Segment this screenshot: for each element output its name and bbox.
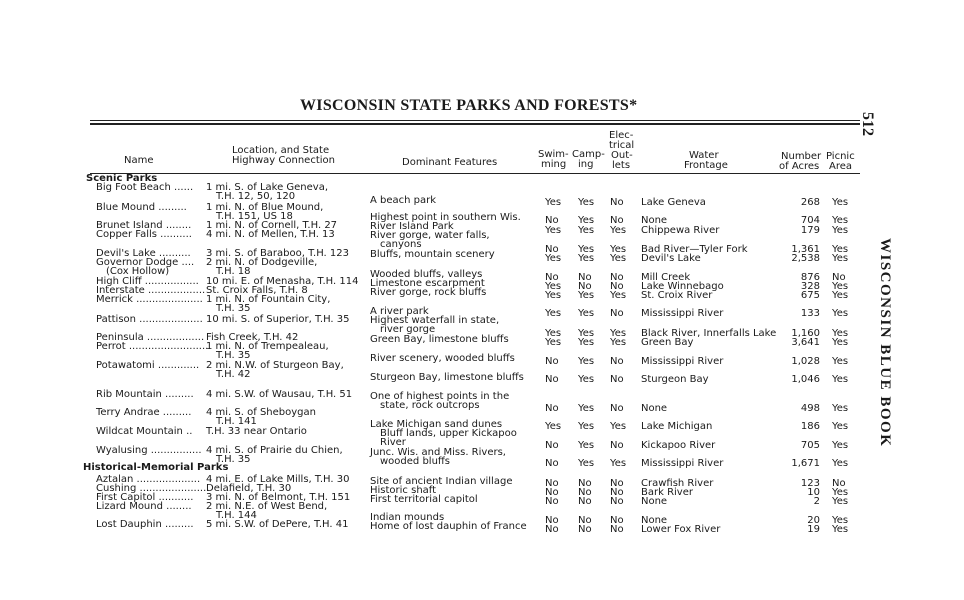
park-location: 3 mi. S. of Baraboo, T.H. 123 <box>206 248 349 259</box>
dominant-feature: River gorge, rock bluffs <box>370 287 487 298</box>
water-frontage: Mississippi River <box>641 458 724 469</box>
picnic-area-value: Yes <box>832 197 849 208</box>
camping-value: Yes <box>578 374 595 385</box>
number-of-acres: 123 <box>800 478 820 489</box>
park-location: 1 mi. N. of Blue Mound, <box>206 202 324 213</box>
park-location: T.H. 35 <box>216 303 251 314</box>
park-location: T.H. 12, 50, 120 <box>216 191 296 202</box>
park-location: T.H. 144 <box>216 510 257 521</box>
header-water-line2: Frontage <box>684 160 728 171</box>
water-frontage: Lake Michigan <box>641 421 713 432</box>
camping-value: Yes <box>578 253 595 264</box>
dominant-feature: Home of lost dauphin of France <box>370 521 527 532</box>
water-frontage: Lake Winnebago <box>641 281 724 292</box>
picnic-area-value: Yes <box>832 496 849 507</box>
number-of-acres: 10 <box>807 487 820 498</box>
swimming-value: No <box>545 403 559 414</box>
header-outlets-line4: lets <box>612 160 631 171</box>
park-location: T.H. 33 near Ontario <box>206 426 307 437</box>
picnic-area-value: Yes <box>832 215 849 226</box>
swimming-value: No <box>545 496 559 507</box>
camping-value: Yes <box>578 356 595 367</box>
outlets-value: Yes <box>610 328 627 339</box>
dominant-feature: Limestone escarpment <box>370 278 485 289</box>
swimming-value: No <box>545 272 559 283</box>
dominant-feature: River Island Park <box>370 221 454 232</box>
number-of-acres: 1,028 <box>791 356 820 367</box>
park-name: Pattison .................... <box>96 314 203 325</box>
dominant-feature: wooded bluffs <box>380 456 451 467</box>
swimming-value: No <box>545 458 559 469</box>
picnic-area-value: Yes <box>832 440 849 451</box>
outlets-value: Yes <box>610 458 627 469</box>
outlets-value: No <box>610 197 624 208</box>
park-location: 10 mi. S. of Superior, T.H. 35 <box>206 314 350 325</box>
swimming-value: No <box>545 244 559 255</box>
park-location: 4 mi. E. of Lake Mills, T.H. 30 <box>206 474 350 485</box>
outlets-value: Yes <box>610 244 627 255</box>
camping-value: Yes <box>578 290 595 301</box>
park-location: 4 mi. S. of Sheboygan <box>206 407 316 418</box>
water-frontage: None <box>641 515 668 526</box>
swimming-value: Yes <box>545 197 562 208</box>
park-location: 5 mi. S.W. of DePere, T.H. 41 <box>206 519 349 530</box>
dominant-feature: Sturgeon Bay, limestone bluffs <box>370 372 524 383</box>
outlets-value: No <box>610 272 624 283</box>
outlets-value: No <box>610 496 624 507</box>
camping-value: Yes <box>578 225 595 236</box>
header-water-line1: Water <box>689 150 719 161</box>
park-location: T.H. 151, US 18 <box>216 211 293 222</box>
park-name: Cushing ...................... <box>96 483 210 494</box>
park-name: Lost Dauphin ......... <box>96 519 194 530</box>
header-camping-line2: ing <box>578 159 594 170</box>
picnic-area-value: Yes <box>832 374 849 385</box>
dominant-feature: Bluff lands, upper Kickapoo <box>380 428 517 439</box>
number-of-acres: 268 <box>800 197 820 208</box>
number-of-acres: 1,160 <box>791 328 820 339</box>
dominant-feature: River scenery, wooded bluffs <box>370 353 515 364</box>
picnic-area-value: No <box>832 478 846 489</box>
picnic-area-value: Yes <box>832 337 849 348</box>
outlets-value: No <box>610 440 624 451</box>
park-location: 4 mi. S.W. of Wausau, T.H. 51 <box>206 389 353 400</box>
outlets-value: No <box>610 281 624 292</box>
water-frontage: Chippewa River <box>641 225 720 236</box>
camping-value: No <box>578 496 592 507</box>
outlets-value: No <box>610 487 624 498</box>
picnic-area-value: Yes <box>832 487 849 498</box>
number-of-acres: 20 <box>807 515 820 526</box>
header-swimming-line2: ming <box>541 159 567 170</box>
swimming-value: Yes <box>545 290 562 301</box>
outlets-value: Yes <box>610 290 627 301</box>
picnic-area-value: Yes <box>832 403 849 414</box>
picnic-area-value: Yes <box>832 308 849 319</box>
picnic-area-value: Yes <box>832 356 849 367</box>
section-heading-scenic-parks: Scenic Parks <box>86 173 158 184</box>
camping-value: No <box>578 281 592 292</box>
park-name: Rib Mountain ......... <box>96 389 194 400</box>
picnic-area-value: Yes <box>832 524 849 535</box>
picnic-area-value: Yes <box>832 290 849 301</box>
park-name: (Cox Hollow) <box>106 266 170 277</box>
picnic-area-value: Yes <box>832 244 849 255</box>
park-location: T.H. 35 <box>216 454 251 465</box>
header-name: Name <box>124 155 154 166</box>
picnic-area-value: Yes <box>832 421 849 432</box>
swimming-value: Yes <box>545 328 562 339</box>
swimming-value: Yes <box>545 281 562 292</box>
camping-value: No <box>578 524 592 535</box>
park-location: 4 mi. S. of Prairie du Chien, <box>206 445 343 456</box>
camping-value: No <box>578 272 592 283</box>
header-rule-thin <box>90 120 860 121</box>
camping-value: Yes <box>578 403 595 414</box>
dominant-feature: Lake Michigan sand dunes <box>370 419 503 430</box>
dominant-feature: canyons <box>380 239 422 250</box>
number-of-acres: 3,641 <box>791 337 820 348</box>
park-location: T.H. 141 <box>216 416 257 427</box>
park-name: High Cliff ................. <box>96 276 199 287</box>
park-location: Delafield, T.H. 30 <box>206 483 292 494</box>
water-frontage: None <box>641 403 668 414</box>
header-camping-line1: Camp- <box>572 149 605 160</box>
outlets-value: Yes <box>610 225 627 236</box>
number-of-acres: 704 <box>800 215 820 226</box>
number-of-acres: 1,046 <box>791 374 820 385</box>
picnic-area-value: No <box>832 272 846 283</box>
number-of-acres: 19 <box>807 524 820 535</box>
camping-value: Yes <box>578 440 595 451</box>
number-of-acres: 2,538 <box>791 253 820 264</box>
camping-value: Yes <box>578 328 595 339</box>
dominant-feature: state, rock outcrops <box>380 400 480 411</box>
column-header-rule <box>90 173 860 174</box>
dominant-feature: One of highest points in the <box>370 391 510 402</box>
water-frontage: Kickapoo River <box>641 440 716 451</box>
header-outlets-line2: trical <box>609 140 635 151</box>
swimming-value: Yes <box>545 308 562 319</box>
number-of-acres: 876 <box>800 272 820 283</box>
number-of-acres: 179 <box>800 225 820 236</box>
section-heading-historical-memorial-parks: Historical-Memorial Parks <box>83 462 229 473</box>
header-location-line1: Location, and State <box>232 145 330 156</box>
dominant-feature: Bluffs, mountain scenery <box>370 249 495 260</box>
outlets-value: No <box>610 215 624 226</box>
camping-value: No <box>578 487 592 498</box>
park-name: First Capitol ........... <box>96 492 194 503</box>
water-frontage: Bad River—Tyler Fork <box>641 244 748 255</box>
park-location: 10 mi. E. of Menasha, T.H. 114 <box>206 276 359 287</box>
dominant-feature: Highest point in southern Wis. <box>370 212 521 223</box>
dominant-feature: river gorge <box>380 324 436 335</box>
park-location: 1 mi. S. of Lake Geneva, <box>206 182 329 193</box>
running-book-title: WISCONSIN BLUE BOOK <box>877 238 893 448</box>
swimming-value: No <box>545 356 559 367</box>
water-frontage: None <box>641 496 668 507</box>
number-of-acres: 328 <box>800 281 820 292</box>
picnic-area-value: Yes <box>832 458 849 469</box>
park-name: Interstate .................. <box>96 285 206 296</box>
outlets-value: No <box>610 356 624 367</box>
picnic-area-value: Yes <box>832 281 849 292</box>
water-frontage: St. Croix River <box>641 290 713 301</box>
outlets-value: Yes <box>610 421 627 432</box>
outlets-value: Yes <box>610 337 627 348</box>
picnic-area-value: Yes <box>832 225 849 236</box>
park-name: Wildcat Mountain .. <box>96 426 193 437</box>
park-name: Big Foot Beach ...... <box>96 182 194 193</box>
dominant-feature: A beach park <box>370 195 437 206</box>
camping-value: Yes <box>578 421 595 432</box>
dominant-feature: A river park <box>370 306 429 317</box>
dominant-feature: Green Bay, limestone bluffs <box>370 334 509 345</box>
camping-value: Yes <box>578 215 595 226</box>
water-frontage: Devil's Lake <box>641 253 701 264</box>
water-frontage: Sturgeon Bay <box>641 374 709 385</box>
dominant-feature: River gorge, water falls, <box>370 230 490 241</box>
park-location: 1 mi. N. of Trempealeau, <box>206 341 329 352</box>
outlets-value: No <box>610 515 624 526</box>
park-name: Wyalusing ................ <box>96 445 202 456</box>
outlets-value: No <box>610 524 624 535</box>
park-name: Merrick ..................... <box>96 294 203 305</box>
camping-value: No <box>578 515 592 526</box>
camping-value: Yes <box>578 308 595 319</box>
camping-value: No <box>578 478 592 489</box>
number-of-acres: 1,361 <box>791 244 820 255</box>
header-outlets-line1: Elec- <box>609 130 634 141</box>
park-location: 2 mi. N.W. of Sturgeon Bay, <box>206 360 344 371</box>
header-outlets-line3: Out- <box>611 150 633 161</box>
swimming-value: No <box>545 374 559 385</box>
park-location: T.H. 35 <box>216 350 251 361</box>
number-of-acres: 675 <box>800 290 820 301</box>
swimming-value: No <box>545 487 559 498</box>
page-number: 512 <box>859 112 876 136</box>
dominant-feature: First territorial capitol <box>370 494 478 505</box>
water-frontage: Lower Fox River <box>641 524 721 535</box>
park-location: T.H. 42 <box>216 369 251 380</box>
park-name: Peninsula .................. <box>96 332 205 343</box>
header-picnic-line1: Picnic <box>826 151 855 162</box>
swimming-value: No <box>545 215 559 226</box>
park-name: Devil's Lake .......... <box>96 248 191 259</box>
park-name: Copper Falls .......... <box>96 229 192 240</box>
picnic-area-value: Yes <box>832 253 849 264</box>
camping-value: Yes <box>578 337 595 348</box>
outlets-value: No <box>610 308 624 319</box>
park-name: Aztalan .................... <box>96 474 201 485</box>
water-frontage: Mill Creek <box>641 272 691 283</box>
park-location: T.H. 18 <box>216 266 251 277</box>
water-frontage: Lake Geneva <box>641 197 706 208</box>
water-frontage: Mississippi River <box>641 356 724 367</box>
header-features: Dominant Features <box>402 157 498 168</box>
number-of-acres: 186 <box>800 421 820 432</box>
dominant-feature: River <box>380 437 406 448</box>
dominant-feature: Site of ancient Indian village <box>370 476 513 487</box>
swimming-value: Yes <box>545 225 562 236</box>
dominant-feature: Indian mounds <box>370 512 445 523</box>
number-of-acres: 133 <box>800 308 820 319</box>
header-rule-thick <box>90 123 860 125</box>
park-location: 1 mi. N. of Fountain City, <box>206 294 331 305</box>
picnic-area-value: Yes <box>832 328 849 339</box>
header-location-line2: Highway Connection <box>232 155 335 166</box>
water-frontage: Mississippi River <box>641 308 724 319</box>
dominant-feature: Historic shaft <box>370 485 437 496</box>
park-location: 1 mi. N. of Cornell, T.H. 27 <box>206 220 338 231</box>
dominant-feature: Wooded bluffs, valleys <box>370 269 483 280</box>
park-name: Lizard Mound ........ <box>96 501 192 512</box>
swimming-value: Yes <box>545 337 562 348</box>
swimming-value: No <box>545 440 559 451</box>
camping-value: Yes <box>578 458 595 469</box>
swimming-value: No <box>545 515 559 526</box>
park-name: Perrot ......................... <box>96 341 209 352</box>
park-name: Blue Mound ......... <box>96 202 187 213</box>
outlets-value: Yes <box>610 253 627 264</box>
camping-value: Yes <box>578 197 595 208</box>
park-name: Terry Andrae ......... <box>96 407 192 418</box>
park-name: Potawatomi ............. <box>96 360 200 371</box>
water-frontage: Crawfish River <box>641 478 714 489</box>
header-acres-line2: of Acres <box>779 161 820 172</box>
number-of-acres: 705 <box>800 440 820 451</box>
swimming-value: No <box>545 524 559 535</box>
water-frontage: Bark River <box>641 487 693 498</box>
swimming-value: Yes <box>545 253 562 264</box>
number-of-acres: 1,671 <box>791 458 820 469</box>
water-frontage: None <box>641 215 668 226</box>
park-location: 4 mi. N. of Mellen, T.H. 13 <box>206 229 335 240</box>
number-of-acres: 2 <box>813 496 820 507</box>
camping-value: Yes <box>578 244 595 255</box>
header-picnic-line2: Area <box>829 161 853 172</box>
park-location: St. Croix Falls, T.H. 8 <box>206 285 308 296</box>
outlets-value: No <box>610 403 624 414</box>
picnic-area-value: Yes <box>832 515 849 526</box>
header-acres-line1: Number <box>781 151 822 162</box>
park-location: 2 mi. N. of Dodgeville, <box>206 257 318 268</box>
park-location: 3 mi. N. of Belmont, T.H. 151 <box>206 492 351 503</box>
outlets-value: No <box>610 478 624 489</box>
park-name: Governor Dodge .... <box>96 257 195 268</box>
dominant-feature: Highest waterfall in state, <box>370 315 500 326</box>
outlets-value: No <box>610 374 624 385</box>
water-frontage: Green Bay <box>641 337 694 348</box>
swimming-value: No <box>545 478 559 489</box>
park-location: 2 mi. N.E. of West Bend, <box>206 501 328 512</box>
number-of-acres: 498 <box>800 403 820 414</box>
header-swimming-line1: Swim- <box>538 149 569 160</box>
page-title: WISCONSIN STATE PARKS AND FORESTS* <box>300 97 638 114</box>
park-name: Brunet Island ........ <box>96 220 192 231</box>
dominant-feature: Junc. Wis. and Miss. Rivers, <box>370 447 506 458</box>
water-frontage: Black River, Innerfalls Lake <box>641 328 777 339</box>
park-location: Fish Creek, T.H. 42 <box>206 332 299 343</box>
swimming-value: Yes <box>545 421 562 432</box>
